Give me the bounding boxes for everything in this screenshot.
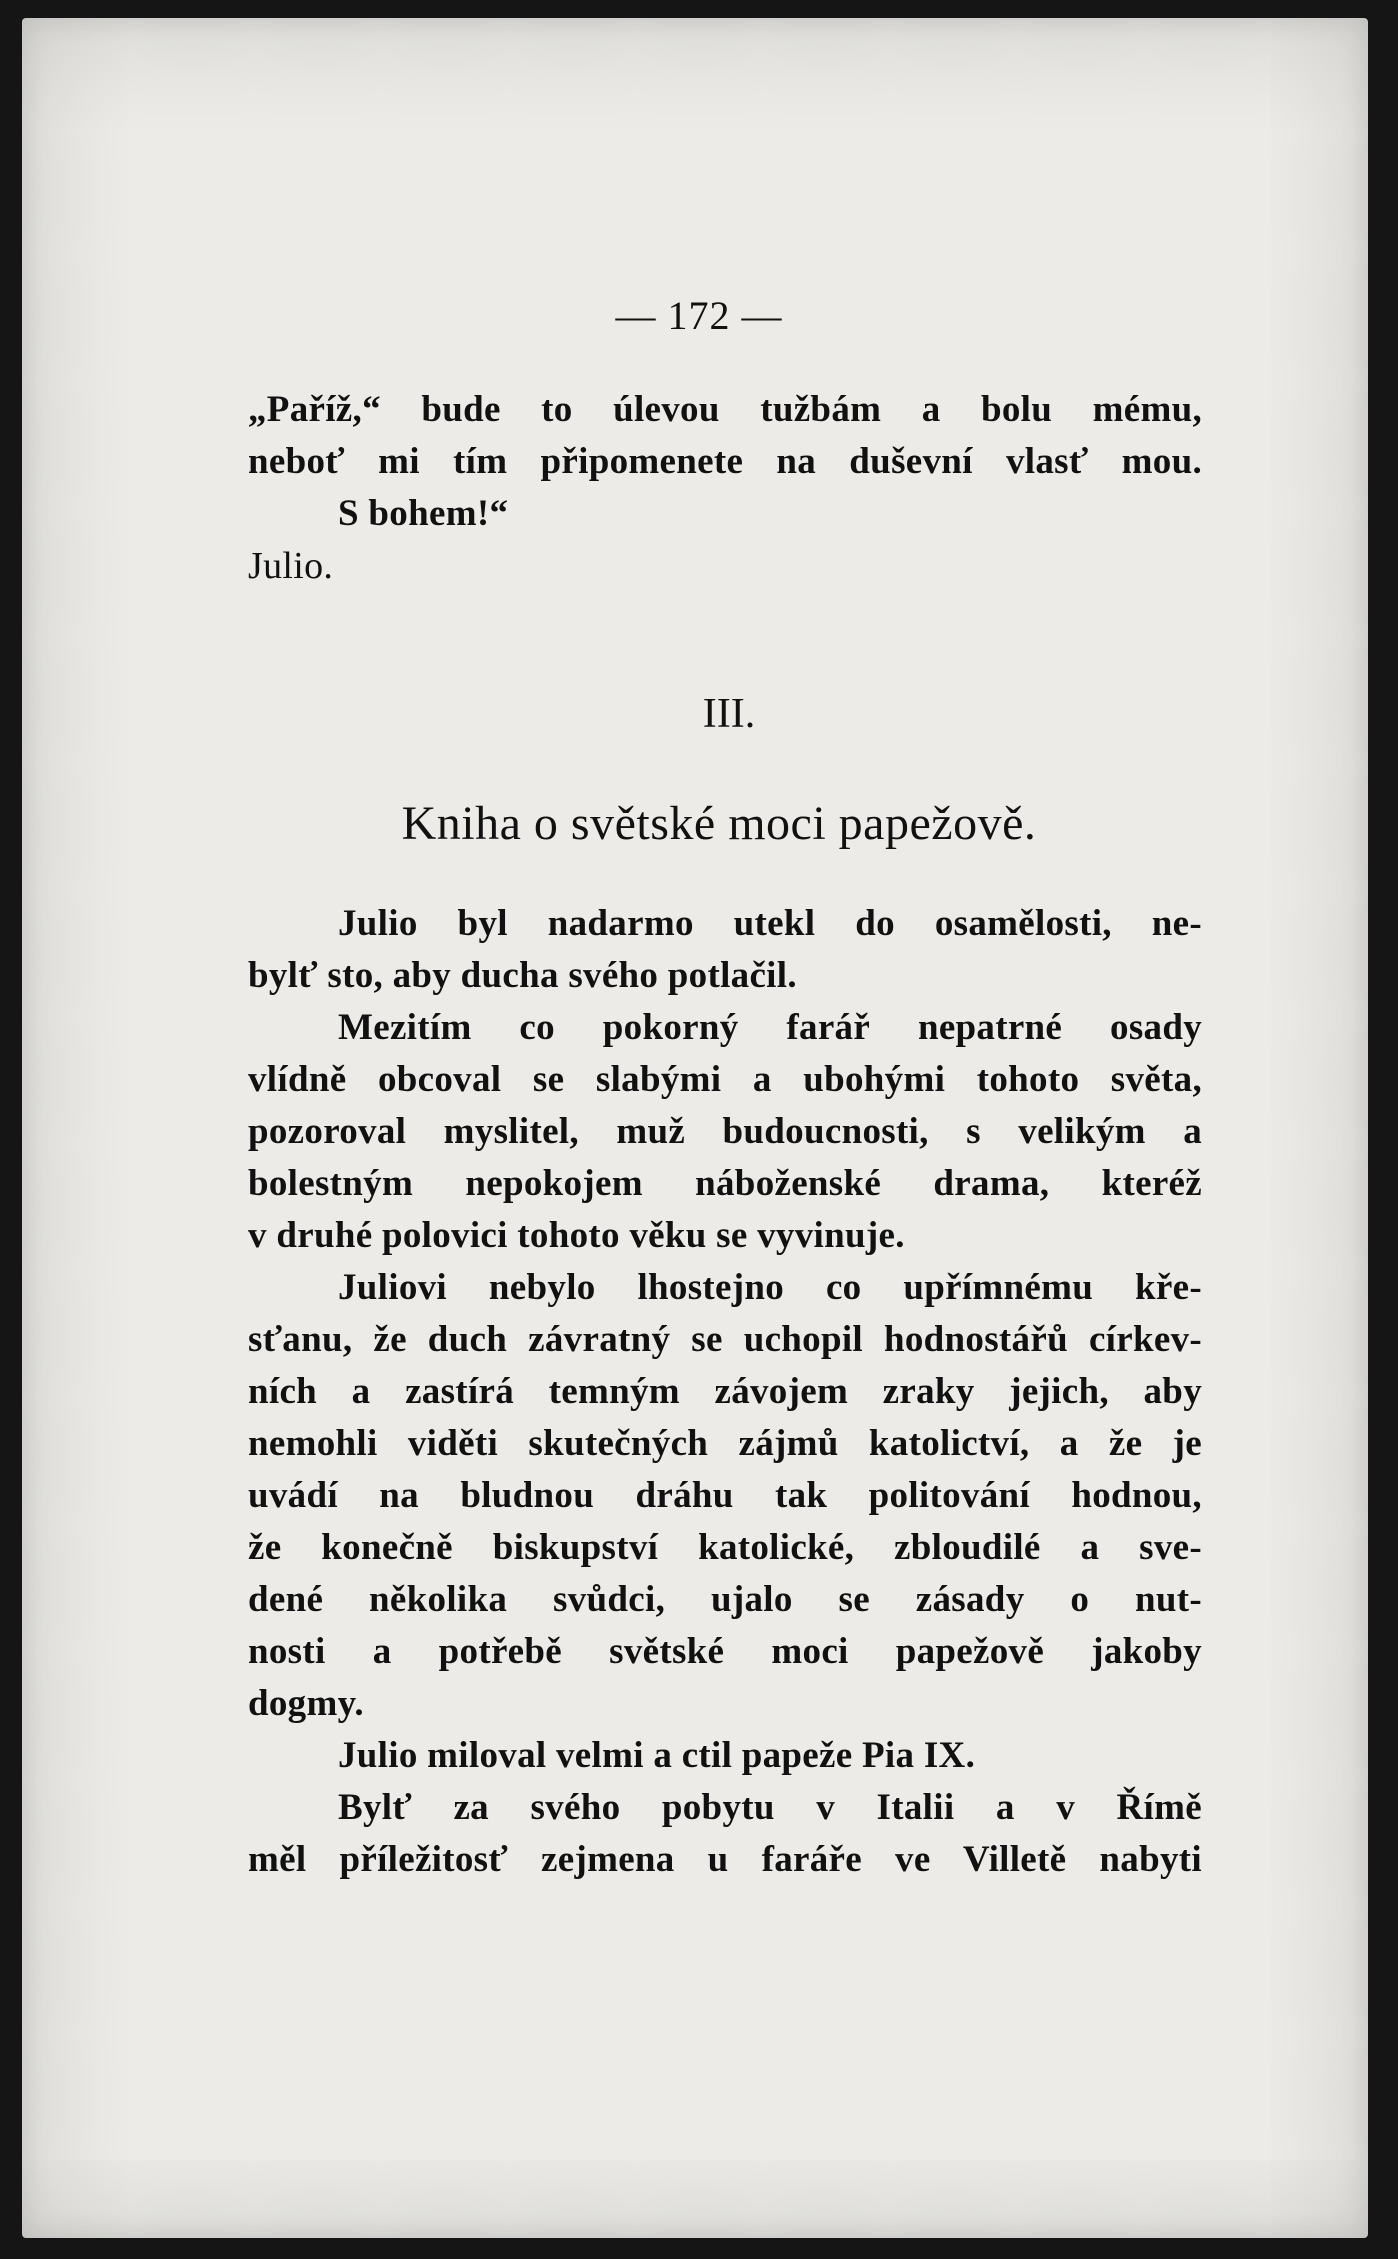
text-line: Mezitím co pokorný farář nepatrné osady [338, 1007, 1202, 1048]
text-line: nosti a potřebě světské moci papežově jakoby [248, 1631, 1202, 1672]
text-line: „Paříž,“ bude to úlevou tužbám a bolu mému, [248, 389, 1202, 430]
text-line: Julio byl nadarmo utekl do osamělosti, ne- [338, 903, 1202, 944]
chapter-title: Kniha o světské moci papežově. [401, 797, 1037, 850]
chapter-body [248, 898, 1202, 1886]
text-line: ních a zastírá temným závojem zraky jejich, aby [248, 1371, 1202, 1412]
chapter-number: III. [702, 691, 756, 737]
text-line: že konečně biskupství katolické, zbloudilé a sve- [248, 1527, 1202, 1568]
signature: Julio. [248, 545, 334, 587]
text-line: Bylť za svého pobytu v Italii a v Římě [338, 1787, 1202, 1828]
text-line: v druhé polovici tohoto věku se vyvinuje. [248, 1215, 905, 1256]
text-line: neboť mi tím připomenete na duševní vlasť mou. [248, 441, 1202, 482]
text-line: uvádí na bludnou dráhu tak politování hodnou, [248, 1475, 1202, 1516]
text-line: S bohem!“ [338, 493, 509, 534]
text-line: bolestným nepokojem náboženské drama, kteréž [248, 1163, 1202, 1204]
text-line: vlídně obcoval se slabými a ubohými tohoto světa, [248, 1059, 1202, 1100]
text-line: pozoroval myslitel, muž budoucnosti, s velikým a [248, 1111, 1202, 1152]
page-number: — 172 — [615, 293, 783, 338]
text-line: Juliovi nebylo lhostejno co upřímnému kře- [338, 1267, 1202, 1308]
text-line: Julio miloval velmi a ctil papeže Pia IX. [338, 1735, 976, 1776]
text-line: sťanu, že duch závratný se uchopil hodnostářů církev- [248, 1319, 1202, 1360]
text-line: měl příležitosť zejmena u faráře ve Villetě nabyti [248, 1839, 1202, 1880]
text-line: bylť sto, aby ducha svého potlačil. [248, 955, 797, 996]
letter-closing [248, 384, 1202, 592]
text-line: nemohli viděti skutečných zájmů katolictví, a že je [248, 1423, 1202, 1464]
text-line: dogmy. [248, 1683, 364, 1724]
text-line: dené několika svůdci, ujalo se zásady o nut- [248, 1579, 1202, 1620]
